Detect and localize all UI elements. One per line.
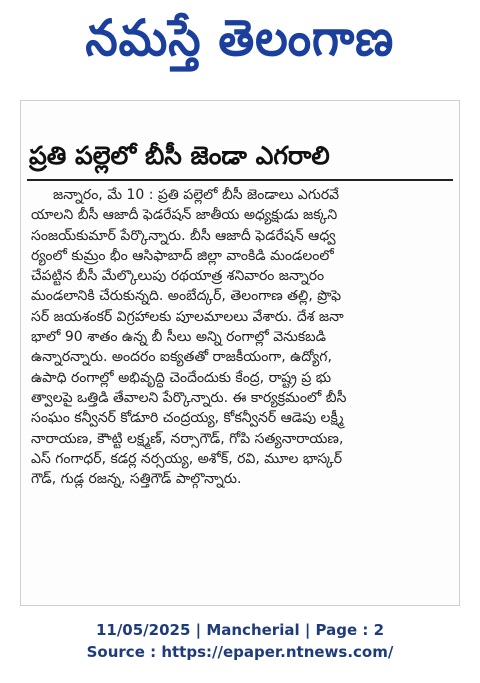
article-line: సంజయ్‌కుమార్ పేర్కొన్నారు. బీసీ ఆజాదీ ఫెడరేషన్ ఆధ్వ xyxy=(31,227,336,244)
article-headline: ప్రతి పల్లెలో బీసీ జెండా ఎగరాలి xyxy=(29,141,330,170)
article-line: ఎస్ గంగాధర్, కడర్ల నర్సయ్య, అశోక్, రవి, మూల భాస్కర్ xyxy=(31,450,343,467)
article-clipping xyxy=(20,100,460,606)
article-line: ర్యంలో కుమ్రం భీం ఆసిఫాబాద్ జిల్లా వాంకిడి మండలంలో xyxy=(31,247,334,264)
article-line: భాలో 90 శాతం ఉన్న బీ సీలు అన్ని రంగాల్లో వెనుకబడి xyxy=(31,329,327,346)
article-line: యాలని బీసీ ఆజాదీ ఫెడరేషన్ జాతీయ అధ్యక్షుడు జక్కని xyxy=(31,207,338,224)
article-line: నారాయణ, కౌాట్టి లక్ష్మణ్, నర్సాగౌడ్, గోపి సత్యనారాయణ, xyxy=(31,430,344,447)
article-body xyxy=(31,185,453,489)
article-line: జన్నారం, మే 10 : ప్రతి పల్లెలో బీసీ జెండాలు ఎగురవే xyxy=(53,187,340,203)
publication-meta: 11/05/2025 | Mancherial | Page : 2 xyxy=(95,621,385,639)
article-line: సర్ జయశంకర్ విగ్రహాలకు పూలమాలలు వేశారు. దేశ జనా xyxy=(31,308,344,325)
source-link[interactable]: Source : https://epaper.ntnews.com/ xyxy=(86,643,394,661)
article-line: చేపట్టిన బీసీ మేల్కొలుపు రథయాత్ర శనివారం జన్నారం xyxy=(31,268,325,285)
masthead-title: నమస్తే తెలంగాణ xyxy=(85,8,395,67)
article-line: మండలానికి చేరుకున్నది. అంబేద్కర్, తెలంగాణ తల్లి, ప్రొఫె xyxy=(31,288,342,305)
headline-divider xyxy=(27,179,453,181)
newspaper-masthead xyxy=(0,0,480,88)
article-line: గౌడ్, గుడ్ల రజన్న, సత్తిగౌడ్ పాల్గొన్నారు. xyxy=(31,471,242,488)
article-line: త్వాలపై ఒత్తిడి తేవాలని పేర్కొన్నారు. ఈ కార్యక్రమంలో బీసీ xyxy=(31,389,347,406)
article-line: ఉన్నారన్నారు. అందరం ఐక్యతతో రాజకీయంగా, ఉద్యోగ, xyxy=(31,349,332,366)
article-line: ఉపాధి రంగాల్లో అభివృద్ధి చెందేందుకు కేంద్ర, రాష్ట్ర ప్ర భు xyxy=(31,369,332,386)
article-line: సంఘం కన్వీనర్ కోడూరి చంద్రయ్య, కోకన్వీనర్ ఆడెపు లక్ష్మీ xyxy=(31,410,344,427)
